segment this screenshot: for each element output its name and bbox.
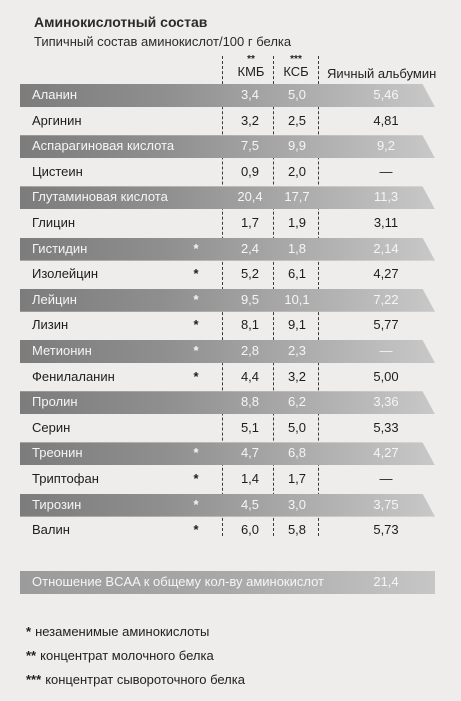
essential-mark: * — [193, 471, 199, 486]
table-row — [20, 314, 435, 337]
footnote — [26, 648, 214, 663]
table-row — [20, 442, 435, 465]
egg-albumin-value: 5,77 — [373, 317, 399, 333]
egg-albumin-value: 5,46 — [373, 87, 399, 102]
egg-albumin-value: 3,11 — [373, 215, 399, 230]
egg-albumin-value: 4,81 — [373, 112, 399, 128]
bcaa-ratio-label: Отношение BCAA к общему кол-ву аминокислот — [32, 574, 325, 589]
ksb-value: 2,0 — [287, 163, 307, 179]
egg-albumin-value: 5,00 — [373, 368, 399, 384]
footnote-text: незаменимые аминокислоты — [35, 624, 210, 639]
table-row — [20, 263, 435, 286]
essential-mark: * — [193, 317, 199, 333]
kmb-value: 0,9 — [240, 163, 260, 179]
essential-mark: * — [193, 368, 199, 384]
essential-mark: * — [193, 291, 199, 307]
amino-acid-name: Пролин — [32, 394, 78, 410]
egg-albumin-value: 5,33 — [373, 419, 399, 435]
column-header-egg: Яичный альбумин — [327, 66, 437, 81]
table-row — [20, 391, 435, 414]
kmb-value: 20,4 — [237, 189, 263, 205]
amino-acid-name: Лейцин — [32, 291, 77, 307]
amino-acid-name: Аргинин — [32, 112, 82, 128]
amino-acid-name: Метионин — [32, 343, 92, 358]
table-row — [20, 289, 435, 312]
kmb-value: 7,5 — [240, 138, 260, 154]
column-header-ksb-label: КСБ — [283, 64, 309, 79]
egg-albumin-value: 2,14 — [373, 240, 399, 256]
table-row — [20, 110, 435, 133]
amino-acid-name: Аланин — [32, 87, 78, 102]
amino-acid-name: Аспарагиновая кислота — [32, 138, 175, 154]
kmb-value: 6,0 — [240, 522, 260, 538]
kmb-value: 5,2 — [240, 266, 260, 282]
ksb-value: 10,1 — [284, 291, 310, 307]
ksb-value: 2,5 — [287, 112, 307, 128]
essential-mark: * — [193, 496, 199, 512]
amino-acid-name: Цистеин — [32, 163, 83, 179]
amino-acid-name: Изолейцин — [32, 266, 99, 282]
footnote-text: концентрат сывороточного белка — [45, 672, 245, 687]
kmb-value: 4,5 — [240, 496, 260, 512]
egg-albumin-value: 5,73 — [373, 522, 399, 538]
table-row — [20, 161, 435, 184]
table-row — [20, 494, 435, 517]
table-row — [20, 417, 435, 440]
ksb-value: 6,2 — [287, 394, 307, 410]
table-row — [20, 238, 435, 261]
column-header-kmb-label: КМБ — [237, 64, 265, 79]
kmb-value: 8,1 — [240, 317, 260, 333]
essential-mark: * — [193, 240, 199, 256]
egg-albumin-value: 11,3 — [373, 189, 399, 205]
egg-albumin-value: — — [379, 343, 393, 358]
footnote-text: концентрат молочного белка — [40, 648, 214, 663]
kmb-value: 8,8 — [240, 394, 260, 410]
table-subtitle: Типичный состав аминокислот/100 г белка — [34, 34, 292, 49]
column-header-kmb-stars: ** — [247, 54, 255, 65]
table-row — [20, 519, 435, 542]
bcaa-ratio-value: 21,4 — [373, 574, 399, 589]
amino-acid-name: Тирозин — [32, 496, 82, 512]
bcaa-ratio-row — [20, 571, 435, 594]
column-header-kmb — [236, 56, 266, 79]
table-row — [20, 135, 435, 158]
ksb-value: 6,1 — [287, 266, 307, 282]
kmb-value: 2,4 — [240, 240, 260, 256]
ksb-value: 5,8 — [287, 522, 307, 538]
amino-acid-name: Треонин — [32, 445, 83, 461]
egg-albumin-value: 4,27 — [373, 445, 399, 461]
kmb-value: 5,1 — [240, 419, 260, 435]
egg-albumin-value: 7,22 — [373, 291, 399, 307]
ksb-value: 1,7 — [287, 471, 307, 486]
egg-albumin-value: 3,36 — [373, 394, 399, 410]
egg-albumin-value: — — [379, 471, 393, 486]
egg-albumin-value: 9,2 — [376, 138, 396, 154]
kmb-value: 3,2 — [240, 112, 260, 128]
footnote-mark: * — [26, 624, 32, 639]
essential-mark: * — [193, 445, 199, 461]
amino-acid-name: Серин — [32, 419, 71, 435]
column-header-ksb — [281, 56, 311, 79]
essential-mark: * — [193, 343, 199, 358]
kmb-value: 4,4 — [240, 368, 260, 384]
ksb-value: 5,0 — [287, 87, 307, 102]
kmb-value: 2,8 — [240, 343, 260, 358]
footnote — [26, 672, 245, 687]
kmb-value: 1,4 — [240, 471, 260, 486]
table-row — [20, 186, 435, 209]
egg-albumin-value: 3,75 — [373, 496, 399, 512]
amino-acid-name: Триптофан — [32, 471, 99, 486]
table-title: Аминокислотный состав — [34, 14, 208, 30]
ksb-value: 17,7 — [284, 189, 310, 205]
amino-acid-name: Гистидин — [32, 240, 88, 256]
ksb-value: 3,2 — [287, 368, 307, 384]
ksb-value: 1,9 — [287, 215, 307, 230]
footnote — [26, 624, 209, 639]
kmb-value: 1,7 — [240, 215, 260, 230]
kmb-value: 4,7 — [240, 445, 260, 461]
amino-acid-name: Лизин — [32, 317, 69, 333]
ksb-value: 6,8 — [287, 445, 307, 461]
ksb-value: 1,8 — [287, 240, 307, 256]
column-header-ksb-stars: *** — [290, 54, 302, 65]
ksb-value: 2,3 — [287, 343, 307, 358]
amino-acid-name: Глицин — [32, 215, 76, 230]
egg-albumin-value: 4,27 — [373, 266, 399, 282]
footnote-mark: ** — [26, 648, 37, 663]
amino-acid-name: Фенилаланин — [32, 368, 115, 384]
egg-albumin-value: — — [379, 163, 393, 179]
ksb-value: 3,0 — [287, 496, 307, 512]
table-row — [20, 212, 435, 235]
table-row — [20, 366, 435, 389]
table-row — [20, 84, 435, 107]
footnote-mark: *** — [26, 672, 42, 687]
ksb-value: 9,9 — [287, 138, 307, 154]
amino-acid-name: Валин — [32, 522, 70, 538]
table-row — [20, 340, 435, 363]
kmb-value: 9,5 — [240, 291, 260, 307]
ksb-value: 5,0 — [287, 419, 307, 435]
essential-mark: * — [193, 266, 199, 282]
ksb-value: 9,1 — [287, 317, 307, 333]
amino-acid-name: Глутаминовая кислота — [32, 189, 168, 205]
table-row — [20, 468, 435, 491]
essential-mark: * — [193, 522, 199, 538]
kmb-value: 3,4 — [240, 87, 260, 102]
